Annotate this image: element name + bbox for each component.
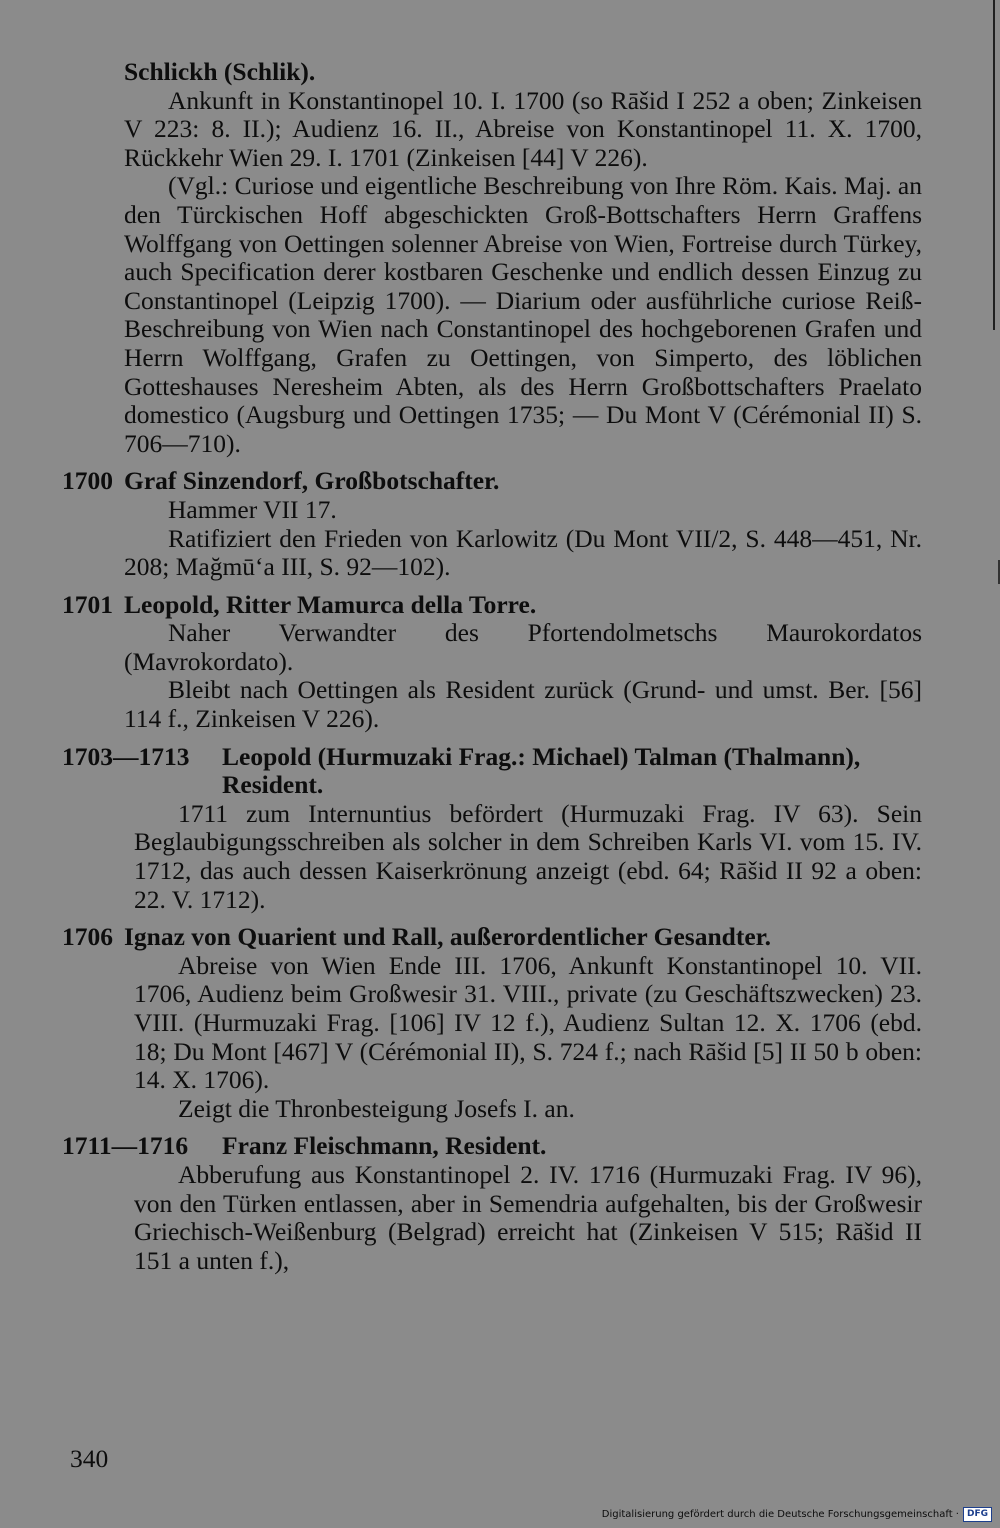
- entry-paragraph: Ratifiziert den Frieden von Karlowitz (Du Mont VII/2, S. 448—451, Nr. 208; Mağmū‘a III, S. 92—102).: [124, 523, 922, 582]
- entry-name: Leopold, Ritter Mamurca della Torre.: [124, 589, 537, 619]
- entry-quarient: [62, 923, 922, 1123]
- page-edge-line: [993, 0, 995, 330]
- entry-year: 1700: [62, 466, 113, 496]
- entry-year: 1703—1713: [62, 741, 190, 771]
- entry-name: Leopold (Hurmuzaki Frag.: Michael) Talman (Thalmann), Resident.: [222, 741, 861, 800]
- entry-paragraph: Abberufung aus Konstantinopel 2. IV. 1716 (Hurmuzaki Frag. IV 96), von den Türken entlassen, aber in Semendria aufgehalten, bis der Großwesir Griechisch-Weißenburg (Belgrad) erreicht hat (Zinkeisen V 515; Rāšid II 151 a unten f.),: [134, 1159, 922, 1275]
- entry-name: Schlickh (Schlik).: [124, 57, 316, 86]
- entry-paragraph: Naher Verwandter des Pfortendolmetschs Maurokordatos (Mavrokordato).: [124, 618, 922, 676]
- entry-heading: [62, 58, 922, 87]
- entry-heading: [62, 467, 922, 496]
- entry-fleischmann: [62, 1132, 922, 1275]
- entry-heading: [62, 1132, 922, 1161]
- entry-heading: [62, 743, 922, 800]
- page-number: 340: [70, 1444, 109, 1473]
- entry-mamurca: [62, 591, 922, 734]
- entry-paragraph: Abreise von Wien Ende III. 1706, Ankunft Konstantinopel 10. VII. 1706, Audienz beim Großwesir 31. VIII., private (zu Geschäftszwecken) 23. VIII. (Hurmuzaki Frag. [106] IV 12 f.), Audienz Sultan 12. X. 1706 (ebd. 18; Du Mont [467] V (Cérémonial II), S. 724 f.; nach Rāšid [5] II 50 b oben: 14. X. 1706).: [134, 950, 922, 1095]
- entry-heading: [62, 923, 922, 952]
- entry-year: [62, 58, 124, 87]
- entry-year: 1711—1716: [62, 1131, 189, 1161]
- dfg-logo: DFG: [963, 1507, 992, 1522]
- entry-heading: [62, 591, 922, 620]
- entry-paragraph: 1711 zum Internuntius befördert (Hurmuzaki Frag. IV 63). Sein Beglaubigungsschreiben als solcher in dem Schreiben Karls VI. vom 15. IV. 1712, das auch dessen Kaiserkrönung anzeigt (ebd. 64; Rāšid II 92 a oben: 22. V. 1712).: [134, 798, 922, 914]
- entry-paragraph: Bleibt nach Oettingen als Resident zurück (Grund- und umst. Ber. [56] 114 f., Zinkeisen V 226).: [124, 675, 922, 734]
- entry-paragraph: Hammer VII 17.: [168, 494, 337, 524]
- entry-talman: [62, 743, 922, 915]
- page-body: [62, 58, 922, 1275]
- entry-schlickh: [62, 58, 922, 458]
- entry-paragraph: (Vgl.: Curiose und eigentliche Beschreibung von Ihre Röm. Kais. Maj. an den Türckischen Hoff abgeschickten Groß-Bottschafters Herrn Graffens Wolffgang von Oettingen solenner Abreise von Wien, Fortreise durch Türkey, auch Specification derer kostbaren Geschenke und endlich dessen Einzug zu Constantinopel (Leipzig 1700). — Diarium oder ausführliche curiose Reiß-Beschreibung von Wien nach Constantinopel des hochgeborenen Grafen und Herrn Wolffgang, Grafen zu Oettingen, von Simperto, des löblichen Gotteshauses Neresheim Abten, als des Herrn Großbottschafters Praelato domestico (Augsburg und Oettingen 1735; — Du Mont V (Cérémonial II) S. 706—710).: [124, 171, 922, 458]
- digitization-footer: [602, 1506, 992, 1522]
- entry-year: 1706: [62, 922, 113, 952]
- footer-text: Digitalisierung gefördert durch die Deutsche Forschungsgemeinschaft ·: [601, 1508, 959, 1520]
- entry-name: Ignaz von Quarient und Rall, außerordentlicher Gesandter.: [124, 922, 772, 952]
- entry-paragraph: Zeigt die Thronbesteigung Josefs I. an.: [178, 1093, 575, 1123]
- entry-paragraph: Ankunft in Konstantinopel 10. I. 1700 (so Rāšid I 252 a oben; Zinkeisen V 223: 8. II.); Audienz 16. II., Abreise von Konstantinopel 11. X. 1700, Rückkehr Wien 29. I. 1701 (Zinkeisen [44] V 226).: [124, 85, 922, 172]
- entry-name: Franz Fleischmann, Resident.: [222, 1131, 547, 1161]
- entry-year: 1701: [62, 589, 113, 619]
- entry-name: Graf Sinzendorf, Großbotschafter.: [124, 466, 500, 496]
- entry-sinzendorf: [62, 467, 922, 581]
